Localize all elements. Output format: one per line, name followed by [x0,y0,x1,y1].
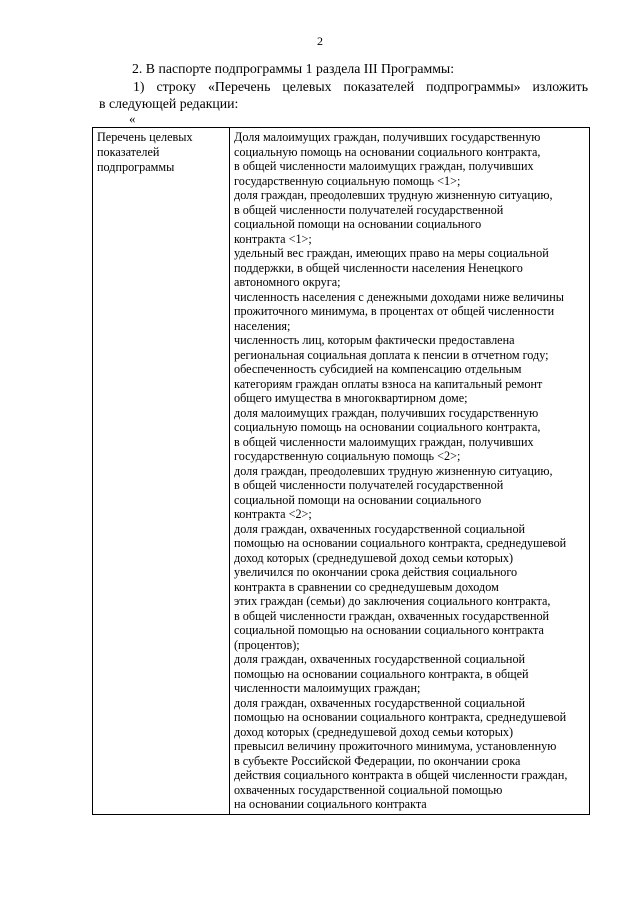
indicator-text-line: увеличился по окончании срока действия социального [234,565,518,579]
indicator-text-line: государственную социальную помощь <2>; [234,449,461,463]
indicator-text-line: в субъекте Российской Федерации, по окончании срока [234,753,521,768]
paragraph-amendment-continuation: в следующей редакции: [99,96,239,111]
indicator-text-line: социальную помощь на основании социального контракта, [234,420,541,434]
indicator-text-line: контракта <1>; [234,231,312,246]
indicator-text-line: в общей численности граждан, охваченных государственной [234,608,550,623]
indicator-text-line: региональная социальная доплата к пенсии в отчетном году; [234,347,549,362]
indicator-text-line: превысил величину прожиточного минимума, установленную [234,739,557,753]
indicator-text-line: удельный вес граждан, имеющих право на меры социальной [234,246,549,260]
row-label-line: подпрограммы [97,160,175,174]
indicator-text-line: населения; [234,318,291,333]
indicator-text-line: на основании социального контракта [234,797,427,811]
indicator-text-line: социальную помощь на основании социального контракта, [234,144,541,159]
row-label-line: Перечень целевых [97,130,193,144]
page-number: 2 [317,34,323,48]
passport-table [92,127,590,815]
indicator-text-line: Доля малоимущих граждан, получивших государственную [234,130,541,144]
indicator-text-line: доля граждан, охваченных государственной социальной [234,521,526,536]
indicator-text-line: общего имущества в многоквартирном доме; [234,391,468,405]
indicator-text-line: в общей численности получателей государственной [234,202,504,217]
indicator-text-line: автономного округа; [234,275,341,289]
indicator-text-line: обеспеченность субсидией на компенсацию отдельным [234,362,522,376]
indicator-text-line: в общей численности получателей государственной [234,478,504,492]
indicator-text-line: социальной помощью на основании социального контракта [234,623,544,637]
indicator-text-line: доля малоимущих граждан, получивших государственную [234,405,539,420]
indicator-text-line: (процентов); [234,637,300,652]
indicator-text-line: доход которых (среднедушевой доход семьи которых) [234,724,514,739]
indicator-text-line: доля граждан, охваченных государственной социальной [234,695,526,710]
opening-quote-mark: « [129,111,136,126]
indicator-text-line: государственную социальную помощь <1>; [234,173,461,188]
indicator-text-line: доля граждан, преодолевших трудную жизненную ситуацию, [234,188,553,202]
indicator-text-line: помощью на основании социального контракта, среднедушевой [234,710,567,724]
indicator-text-line: доля граждан, охваченных государственной социальной [234,652,526,666]
table-row [93,128,590,815]
indicator-text-line: этих граждан (семьи) до заключения социального контракта, [234,594,551,608]
row-content-cell [230,128,590,815]
row-label-cell [93,128,230,815]
indicator-text-line: контракта в сравнении со среднедушевым доходом [234,579,499,594]
indicator-text-line: действия социального контракта в общей численности граждан, [234,768,568,782]
paragraph-amendment-item: 1) строку «Перечень целевых показателей подпрограммы» изложить [133,79,588,94]
indicator-text-line: доход которых (среднедушевой доход семьи которых) [234,550,514,565]
indicator-text-line: в общей численности малоимущих граждан, получивших [234,159,534,173]
indicator-text-line: доля граждан, преодолевших трудную жизненную ситуацию, [234,463,553,478]
indicator-text-line: поддержки, в общей численности населения Ненецкого [234,260,523,275]
indicator-text-line: помощью на основании социального контракта, среднедушевой [234,536,567,550]
indicator-text-line: контракта <2>; [234,507,312,521]
indicator-text-line: численности малоимущих граждан; [234,681,421,695]
indicator-text-line: прожиточного минимума, в процентах от общей численности [234,304,555,318]
indicator-text-line: социальной помощи на основании социального [234,492,482,507]
row-label-line: показателей [97,145,160,159]
indicator-text-line: категориям граждан оплаты взноса на капитальный ремонт [234,376,543,391]
paragraph-passport-intro: 2. В паспорте подпрограммы 1 раздела III Программы: [132,61,455,76]
indicator-text-line: в общей численности малоимущих граждан, получивших [234,434,534,449]
indicator-text-line: помощью на основании социального контракта, в общей [234,666,529,681]
indicator-text-line: охваченных государственной социальной помощью [234,782,503,797]
indicator-text-line: социальной помощи на основании социального [234,217,482,231]
indicator-text-line: численность лиц, которым фактически предоставлена [234,333,515,347]
indicator-text-line: численность населения с денежными доходами ниже величины [234,289,564,304]
